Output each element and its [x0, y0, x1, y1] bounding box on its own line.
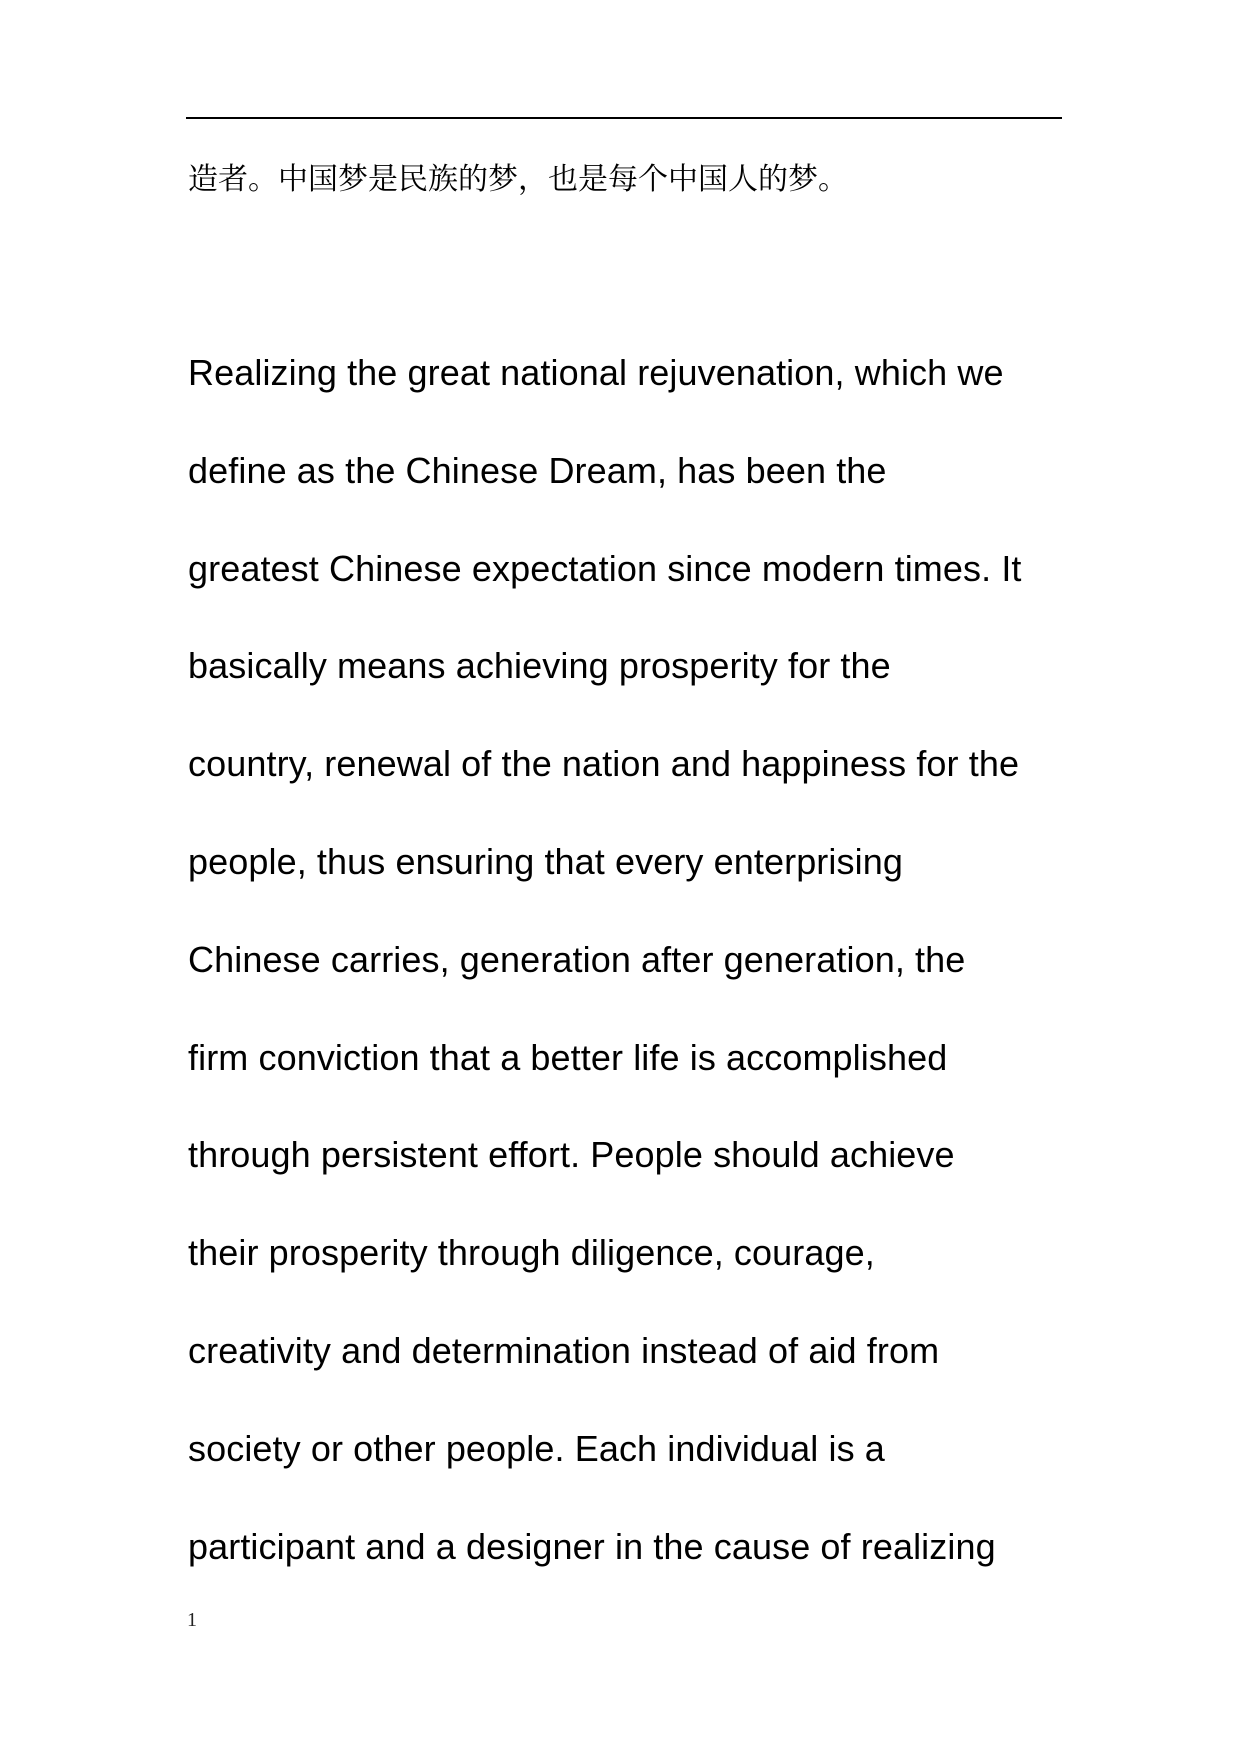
paragraph-line: basically means achieving prosperity for the: [188, 645, 891, 687]
paragraph-line: creativity and determination instead of aid from: [188, 1329, 940, 1371]
paragraph-line: Realizing the great national rejuvenation, which we: [188, 352, 1004, 393]
paragraph-line: firm conviction that a better life is accomplished: [188, 1036, 948, 1078]
paragraph-line: through persistent effort. People should achieve: [188, 1134, 955, 1176]
page-number: 1: [187, 1609, 197, 1631]
paragraph-line: country, renewal of the nation and happiness for the: [188, 743, 1020, 785]
paragraph-line: society or other people. Each individual is a: [188, 1427, 885, 1469]
chinese-text-line: 造者。中国梦是民族的梦，也是每个中国人的梦。: [188, 162, 848, 197]
paragraph-line: people, thus ensuring that every enterprising: [188, 840, 903, 882]
paragraph-line: greatest Chinese expectation since modern times. It: [188, 547, 1022, 589]
english-paragraph: [188, 353, 1088, 1624]
paragraph-line: their prosperity through diligence, courage,: [188, 1232, 875, 1274]
paragraph-line: participant and a designer in the cause of realizing: [188, 1525, 996, 1567]
paragraph-line: define as the Chinese Dream, has been the: [188, 449, 887, 491]
header-rule: [186, 117, 1062, 119]
paragraph-line: Chinese carries, generation after generation, the: [188, 938, 966, 980]
